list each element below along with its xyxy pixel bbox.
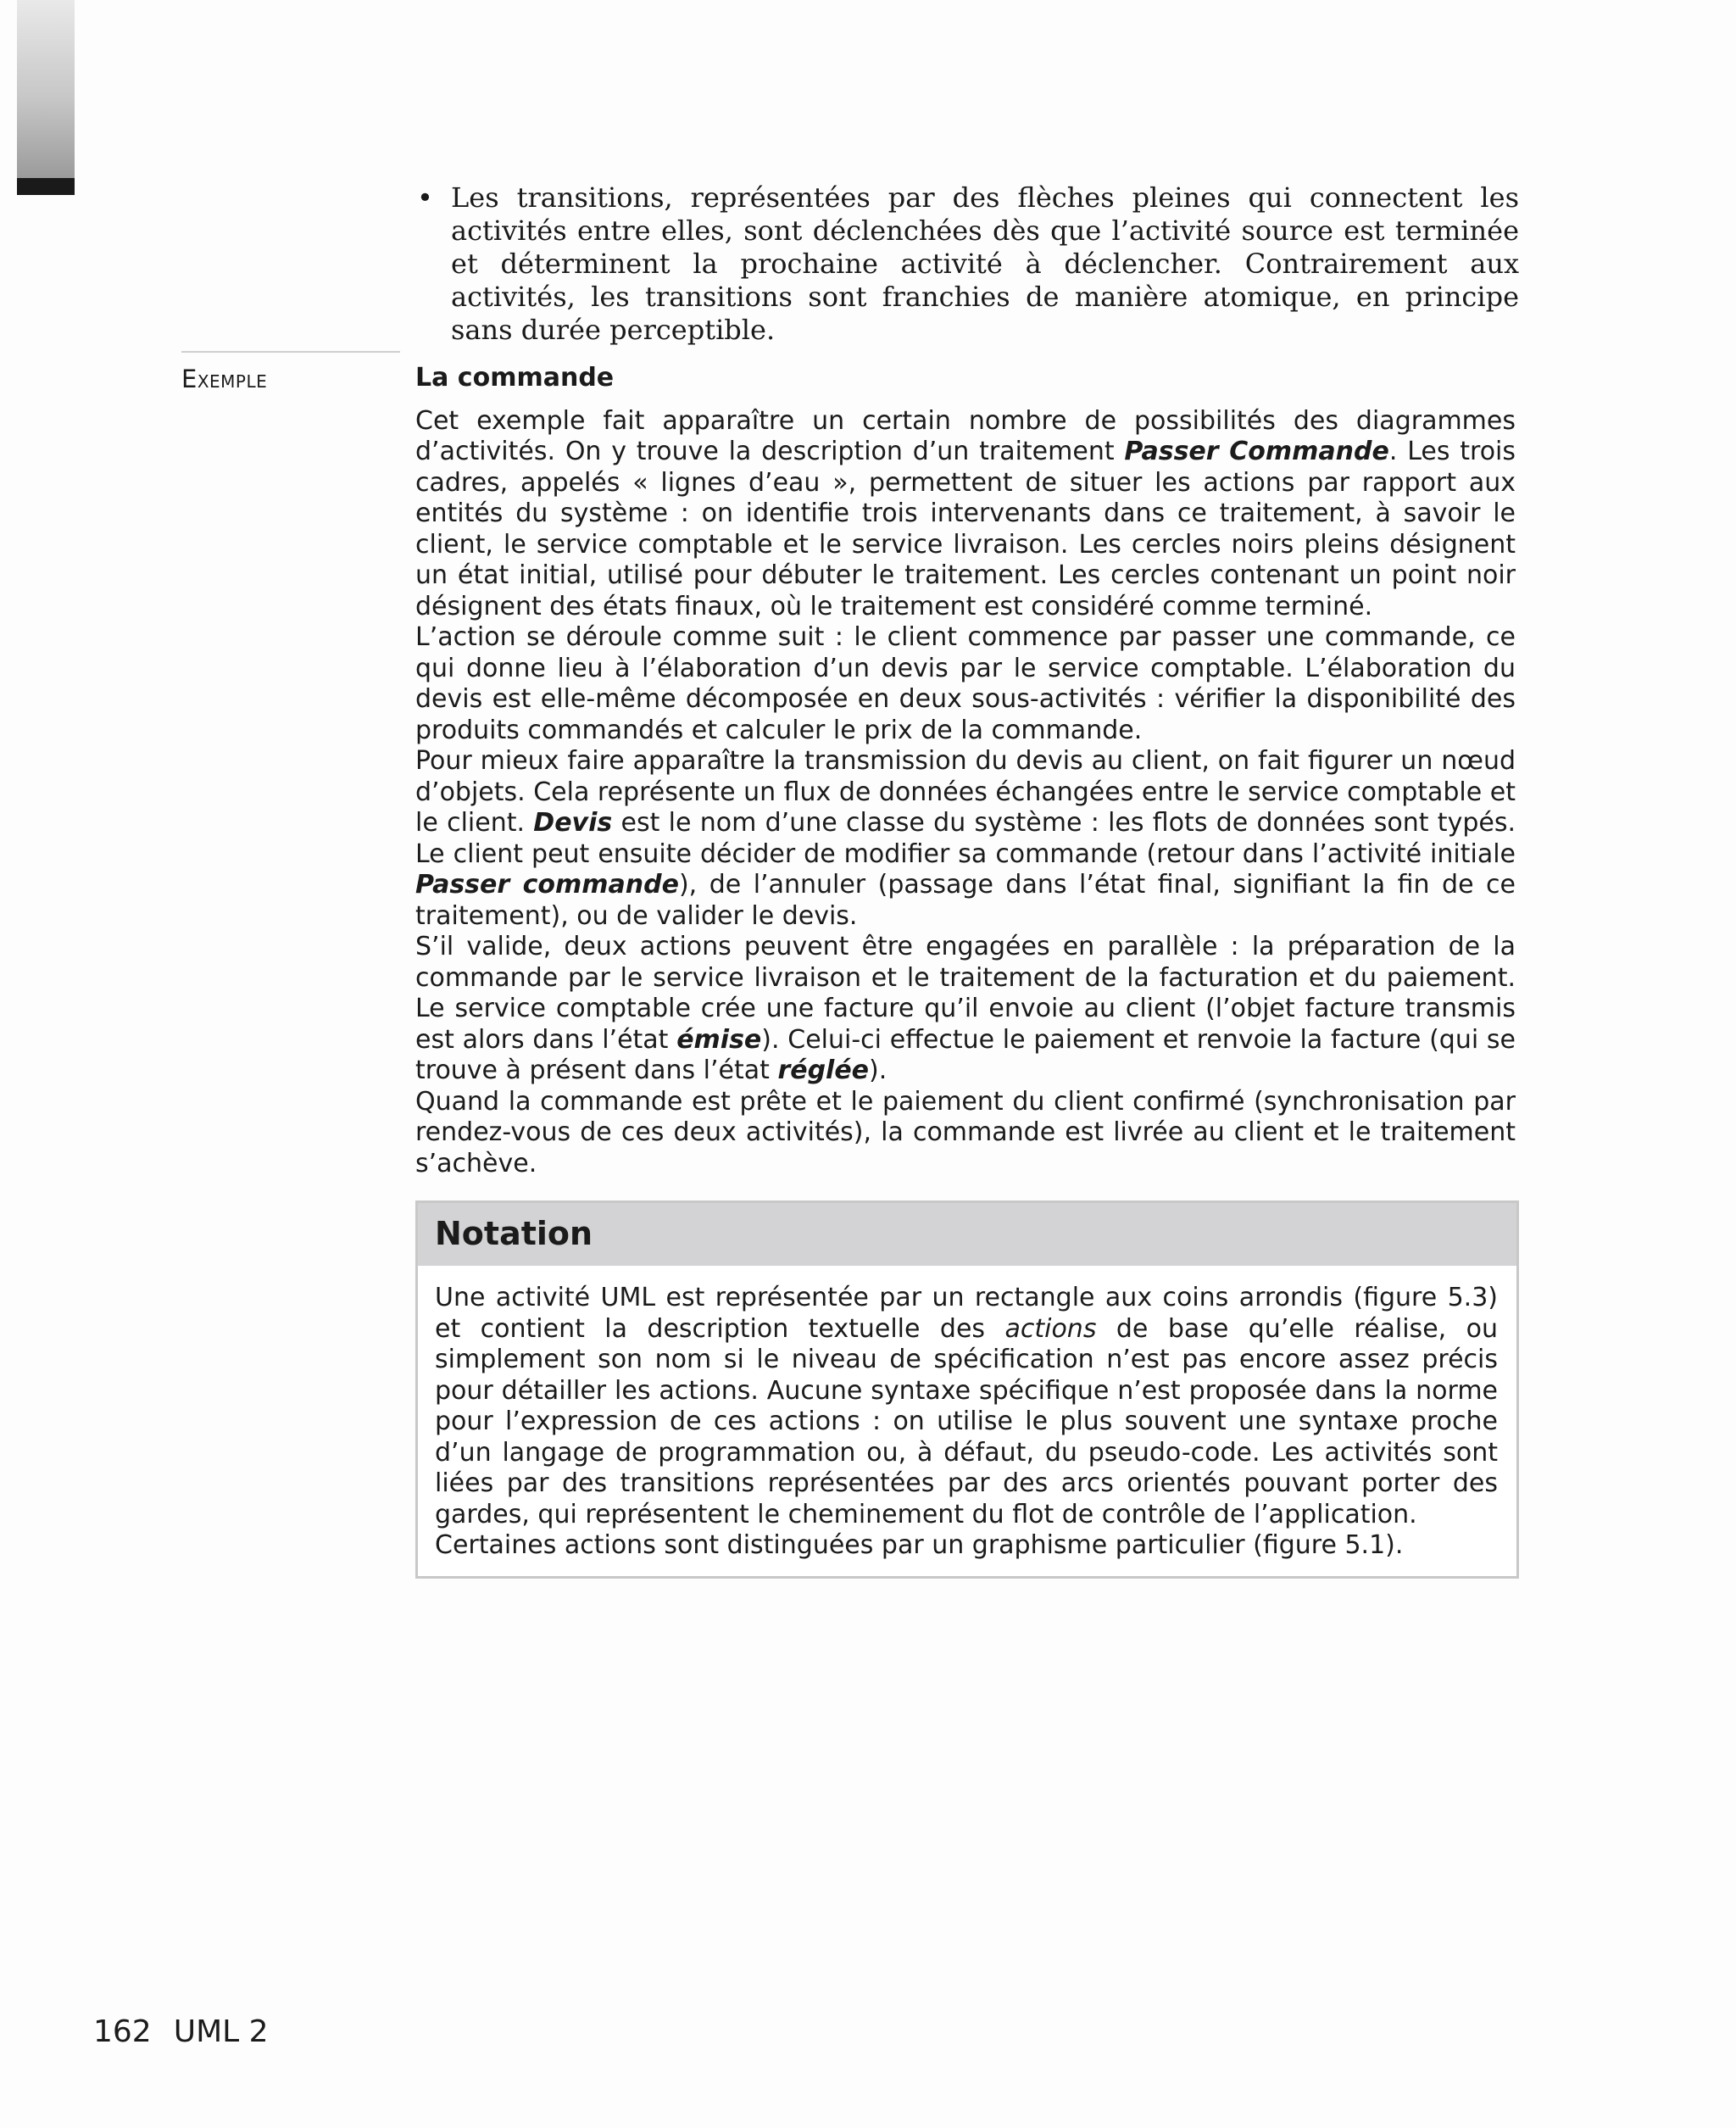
bullet-item-transitions <box>417 181 1519 347</box>
notation-box <box>415 1200 1519 1579</box>
example-label: Exemple <box>181 365 268 393</box>
term-passer-commande-2: Passer commande <box>415 870 679 900</box>
example-paragraph-5: Quand la commande est prête et le paiement du client confirmé (synchronisation par rendez-vous de ces deux activités), la commande est livrée au client et le traitement s’achève. <box>415 1086 1516 1178</box>
example-paragraph-4: S’il valide, deux actions peuvent être engagées en parallèle : la préparation de la commande par le service livraison et le traitement de la facturation et du paiement. Le service comptable crée une facture qu’il envoie au client (l’objet facture transmis est alors dans l’état émise). Celui-ci effectue le paiement et renvoie la facture (qui se trouve à présent dans l’état réglée). <box>415 932 1516 1085</box>
notation-paragraph-1: Une activité UML est représentée par un rectangle aux coins arrondis (figure 5.3) et contient la description textuelle des actions de base qu’elle réalise, ou simplement son nom si le niveau de spécification n’est pas encore assez précis pour détailler les actions. Aucune syntaxe spécifique n’est proposée dans la norme pour l’expression de ces actions : on utilise le plus souvent une syntaxe proche d’un langage de programmation ou, à défaut, du pseudo-code. Les activités sont liées par des transitions représentées par des arcs orientés pouvant porter des gardes, qui représentent le cheminement du flot de contrôle de l’application. <box>435 1283 1498 1529</box>
side-tab-marker <box>17 0 75 178</box>
term-reglee: réglée <box>777 1056 870 1085</box>
page-footer <box>93 2014 291 2049</box>
side-tab-bar <box>17 178 75 195</box>
page-number: 162 <box>93 2014 152 2049</box>
book-title: UML 2 <box>173 2014 269 2049</box>
example-paragraph-2: L’action se déroule comme suit : le client commence par passer une commande, ce qui donne lieu à l’élaboration d’un devis par le service comptable. L’élaboration du devis est elle-même décomposée en deux sous-activités : vérifier la disponibilité des produits commandés et calculer le prix de la commande. <box>415 622 1516 745</box>
bullet-text: Les transitions, représentées par des flèches pleines qui connectent les activités entre elles, sont déclenchées dès que l’activité source est terminée et déterminent la prochaine activité à déclencher. Contrairement aux activités, les transitions sont franchies de manière atomique, en principe sans durée perceptible. <box>451 181 1519 346</box>
bullet-marker: • <box>417 181 433 214</box>
term-actions: actions <box>1004 1313 1097 1344</box>
example-paragraph-3: Pour mieux faire apparaître la transmission du devis au client, on fait figurer un nœud d’objets. Cela représente un flux de données échangées entre le service comptable et le client. Devis est le nom d’une classe du système : les flots de données sont typés. Le client peut ensuite décider de modifier sa commande (retour dans l’activité initiale Passer commande), de l’annuler (passage dans l’état final, signifiant la fin de ce traitement), ou de valider le devis. <box>415 746 1516 931</box>
term-devis: Devis <box>533 808 613 838</box>
example-paragraph-1: Cet exemple fait apparaître un certain nombre de possibilités des diagrammes d’activités. On y trouve la description d’un traitement Passer Commande. Les trois cadres, appelés « lignes d’eau », permettent de situer les actions par rapport aux entités du système : on identifie trois intervenants dans ce traitement, à savoir le client, le service comptable et le service livraison. Les cercles noirs pleins désignent un état initial, utilisé pour débuter le traitement. Les cercles contenant un point noir désignent des états finaux, où le traitement est considéré comme terminé. <box>415 405 1516 621</box>
term-passer-commande: Passer Commande <box>1124 437 1389 466</box>
example-title: La commande <box>415 363 615 393</box>
term-emise: émise <box>676 1024 762 1055</box>
notation-body <box>418 1266 1516 1562</box>
notation-paragraph-2: Certaines actions sont distinguées par un graphisme particulier (figure 5.1). <box>435 1530 1404 1560</box>
notation-title: Notation <box>418 1203 1516 1266</box>
example-section <box>415 363 1516 1179</box>
example-divider <box>181 351 400 353</box>
